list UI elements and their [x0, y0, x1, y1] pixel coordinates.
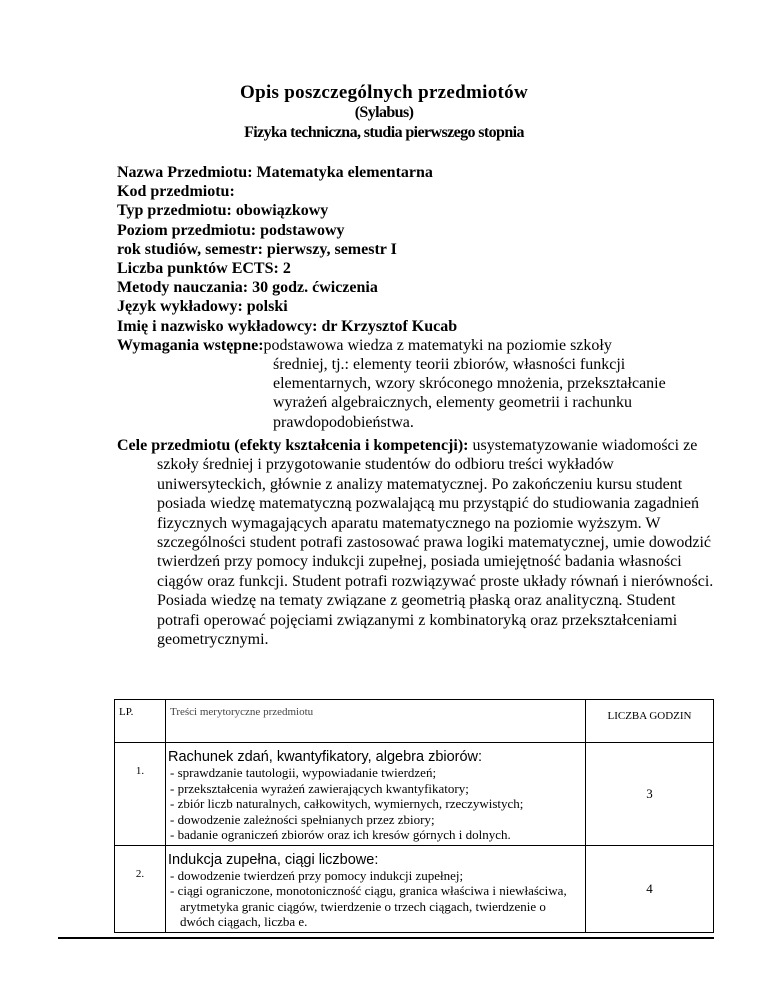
program-name: Fizyka techniczna, studia pierwszego stopnia	[244, 124, 524, 141]
topic-title: Indukcja zupełna, ciągi liczbowe:	[168, 851, 379, 868]
document-subtitle: (Sylabus)	[354, 104, 414, 121]
table-row	[115, 845, 714, 932]
topic-item: - badanie ograniczeń zbiorów oraz ich kresów górnych i dolnych.	[170, 827, 511, 842]
requirements-line: średniej, tj.: elementy teorii zbiorów, własności funkcji	[273, 356, 626, 374]
topic-item: - dowodzenie twierdzeń przy pomocy indukcji zupełnej;	[170, 867, 464, 883]
table-header-row	[115, 700, 714, 743]
topic-item: - przekształcenia wyrażeń zawierających kwantyfikatory;	[170, 780, 469, 796]
course-language: Język wykładowy: polski	[117, 298, 288, 316]
content-table	[114, 699, 714, 933]
course-name: Nazwa Przedmiotu: Matematyka elementarna	[117, 164, 433, 181]
row-hours: 4	[586, 845, 714, 932]
course-code: Kod przedmiotu:	[117, 183, 235, 201]
requirements-label: Wymagania wstępne:	[117, 336, 264, 354]
header-lp: LP.	[115, 700, 166, 743]
topic-item: - ciągi ograniczone, monotoniczność ciągu, granica właściwa i niewłaściwa, arytmetyka granic ciągów, twierdzenie o trzech ciągach, twierdzenie o dwóch ciągach, liczba e.	[170, 883, 567, 929]
course-methods: Metody nauczania: 30 godz. ćwiczenia	[117, 279, 378, 297]
row-hours: 3	[586, 743, 714, 846]
goals-text: usystematyzowanie wiadomości ze szkoły średniej i przygotowanie studentów do odbioru treści wykładów uniwersyteckich, głównie z analizy matematycznej. Po zakończeniu kursu student posiada wiedzę matematyczną pozwalającą mu przystąpić do studiowania zagadnień fizycznych wymagających aparatu matematycznego na poziomie wyższym. W szczególności student potrafi zastosować prawa logiki matematycznej, umie dowodzić twierdzeń przy pomocy indukcji zupełnej, posiada umiejętność badania własności ciągów oraz funkcji. Student potrafi rozwiązywać proste układy równań i nierówności. Posiada wiedzę na tematy związane z geometrią płaską oraz analityczną. Student potrafi operować pojęciami związanymi z kombinatoryką oraz przekształceniami geometrycznymi.	[157, 437, 714, 649]
requirements-line: podstawowa wiedza z matematyki na poziomie szkoły	[263, 336, 612, 354]
requirements-line: prawdopodobieństwa.	[273, 413, 414, 431]
row-topic	[166, 845, 586, 932]
header-topics: Treści merytoryczne przedmiotu	[166, 700, 586, 743]
requirements	[117, 336, 724, 355]
bottom-rule	[58, 937, 714, 939]
row-topic	[166, 743, 586, 846]
table-row	[115, 743, 714, 846]
header-hours: LICZBA GODZIN	[586, 700, 714, 743]
course-type: Typ przedmiotu: obowiązkowy	[117, 202, 329, 220]
course-lecturer: Imię i nazwisko wykładowcy: dr Krzysztof Kucab	[117, 317, 458, 335]
topic-item: - sprawdzanie tautologii, wypowiadanie twierdzeń;	[170, 765, 437, 780]
requirements-line: wyrażeń algebraicznych, elementy geometrii i rachunku	[273, 394, 632, 412]
row-number: 2.	[115, 845, 166, 932]
requirements-text	[264, 336, 724, 355]
topic-item: - dowodzenie zależności spełnianych przez zbiory;	[170, 811, 435, 827]
requirements-line: elementarnych, wzory skróconego mnożenia, przekształcanie	[273, 375, 666, 393]
goals-label: Cele przedmiotu (efekty kształcenia i kompetencji):	[117, 437, 469, 454]
course-ects: Liczba punktów ECTS: 2	[117, 260, 291, 278]
course-level: Poziom przedmiotu: podstawowy	[117, 221, 345, 239]
topic-title: Rachunek zdań, kwantyfikatory, algebra zbiorów:	[168, 749, 483, 765]
row-number: 1.	[115, 743, 166, 846]
topic-item: - zbiór liczb naturalnych, całkowitych, wymiernych, rzeczywistych;	[170, 796, 524, 811]
course-year-semester: rok studiów, semestr: pierwszy, semestr I	[117, 240, 397, 258]
course-goals	[117, 436, 717, 649]
document-title: Opis poszczególnych przedmiotów	[240, 82, 528, 103]
course-info	[117, 163, 724, 432]
